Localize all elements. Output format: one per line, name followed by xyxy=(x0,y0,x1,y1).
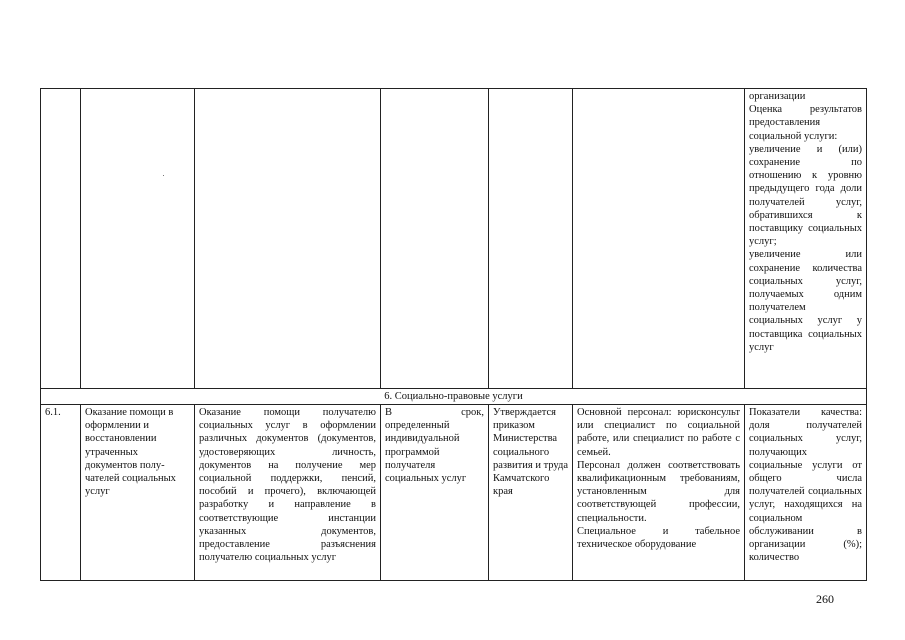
table-row xyxy=(41,405,867,581)
text-line: организации xyxy=(749,91,806,102)
page-number: 260 xyxy=(816,592,834,606)
section-header: 6. Социально-правовые услуги xyxy=(41,389,867,405)
service-tariff: Утверждается приказом Министерства социального развития и труда Камчатского края xyxy=(489,405,573,581)
text-line: Персонал должен соответствовать квалификационным требованиям, установленным для соответствующей профессии, специальности. xyxy=(577,459,740,524)
cell-conditions-empty xyxy=(573,89,745,389)
text-line: увеличение или сохранение количества социальных услуг, получаемых одним получателем социальных услуг у поставщика социальных услуг xyxy=(749,249,862,353)
service-description: Оказание помощи получателю социальных услуг в оформлении различных документов (документов, удостоверяющих личность, документов на получение мер социальной поддержки, пенсий, пособий и прочего), включающей разработку и направление в соответствующие инстанции указанных документов, предоставление разъяснения получателю социальных услуг xyxy=(195,405,381,581)
service-term: В срок, определенный индивидуальной программой получателя социальных услуг xyxy=(381,405,489,581)
row-number: 6.1. xyxy=(41,405,81,581)
quality-indicators: Показатели качества: доля получателей социальных услуг, получающих социальные услуги от общего числа получателей социальных услуг, находящихся на социальном обслуживании в организации (%); количество xyxy=(745,405,867,581)
scan-speck xyxy=(163,175,164,176)
cell-term-empty xyxy=(381,89,489,389)
service-name: Оказание помощи в оформлении и восстановлении утраченных документов полу-чателей социальных услуг xyxy=(81,405,195,581)
text-line: Оценка результатов предоставления социальной услуги: xyxy=(749,104,862,142)
continuation-row xyxy=(41,89,867,389)
service-conditions xyxy=(573,405,745,581)
cell-description-empty xyxy=(195,89,381,389)
cell-number-empty xyxy=(41,89,81,389)
text-line: Основной персонал: юрисконсульт или специалист по социальной работе, или специалист по работе с семьей. xyxy=(577,407,740,458)
text-line: Специальное и табельное техническое оборудование xyxy=(577,525,740,551)
cell-tariff-empty xyxy=(489,89,573,389)
cell-indicators-continued xyxy=(745,89,867,389)
section-header-row xyxy=(41,389,867,405)
cell-name-empty xyxy=(81,89,195,389)
services-table xyxy=(40,88,867,581)
text-line: увеличение и (или) сохранение по отношению к уровню предыдущего года доли получателей услуг, обратившихся к поставщику социальных услуг; xyxy=(749,143,862,248)
